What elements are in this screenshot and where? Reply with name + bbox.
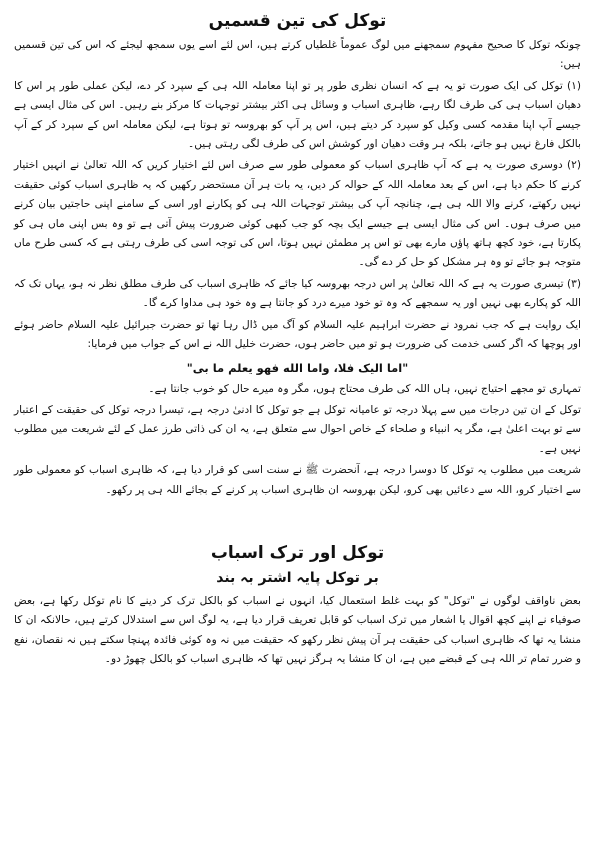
paragraph-first-kind: (۱) توکل کی ایک صورت تو یہ ہے کہ انسان نظری طور پر تو اپنا معاملہ اللہ ہی کے سپرد کر دے، لیکن عملی طور پر اس کا دھیان اسباب ہی کی طرف لگا رہے، ظاہری اسباب و وسائل ہی اکثر بیشتر توجہات کا مرکز بنے رہیں۔ اس کی مثال ایسی ہے جیسے آپ اپنا مقدمہ کسی وکیل کو سپرد کر دیتے ہیں، اس پر آپ کو بھروسہ تو ہوتا ہے، لیکن معاملہ اس کے سپرد کر کے آپ بالکل فارغ نہیں ہو جاتے، بلکہ ہر وقت دھیان اور کوشش اس کی طرف لگی رہتی ہیں۔ — [14, 79, 581, 151]
paragraph-three-degrees: توکل کے ان تین درجات میں سے پہلا درجہ تو عامیانہ توکل ہے جو توکل کا ادنیٰ درجہ ہے، تیسرا درجہ توکل کی حقیقت کے اعتبار سے تو بہت اعلیٰ ہے، مگر یہ انبیاء و صلحاء کے خاص احوال سے متعلق ہے، یہ ان کی ذاتی طرز عمل کے لئے شریعت میں مطلوب نہیں ہے۔ — [14, 403, 581, 455]
paragraph-third-kind: (۳) تیسری صورت یہ ہے کہ اللہ تعالیٰ پر اس درجہ بھروسہ کیا جائے کہ ظاہری اسباب کی طرف مطلق نظر نہ ہو، یہاں تک کہ اللہ کو پکارے بھی نہیں اور یہ سمجھے کہ وہ تو خود میرے درد کو جانتا ہے وہ خود ہی مداوا کرے گا۔ — [14, 277, 581, 310]
paragraph-sharia-degree: شریعت میں مطلوب یہ توکل کا دوسرا درجہ ہے، آنحضرت ﷺ نے سنت اسی کو قرار دیا ہے، کہ ظاہری اسباب کو معمولی طور سے اختیار کرو، اللہ سے دعائیں بھی کرو، لیکن بھروسہ ان ظاہری اسباب پر کرنے کے بجائے اللہ ہی پر رکھو۔ — [14, 464, 581, 496]
section-title-tawakkul-tark-asbab: توکل اور ترک اسباب — [210, 542, 385, 563]
paragraph-misuse: بعض ناواقف لوگوں نے "توکل" کو بہت غلط استعمال کیا، انہوں نے اسباب کو بالکل ترک کر دینے کا نام توکل رکھا ہے، بعض صوفیاء نے اپنے کچھ اقوال یا اشعار میں ترک اسباب کو قابل تعریف قرار دیا ہے، یہ لوگ اس سے استدلال کرتے ہیں، حالانکہ ان کا منشا یہ تھا کہ ظاہری اسباب کی حقیقت ہر آن پیش نظر رکھو کہ حقیقت میں نہ وہ کوئی فائدہ پہنچا سکتے ہیں نہ نقصان، نفع و ضرر تمام تر اللہ ہی کے قبضے میں ہے، ان کا منشا یہ ہرگز نہیں تھا کہ ظاہری اسباب کو بالکل چھوڑ دو۔ — [14, 594, 581, 666]
paragraph-second-kind: (۲) دوسری صورت یہ ہے کہ آپ ظاہری اسباب کو معمولی طور سے صرف اس لئے اختیار کریں کہ اللہ تعالیٰ نے انہیں اختیار کرنے کا حکم دیا ہے، اس کے بعد معاملہ اللہ کے حوالہ کر دیں، یہ بات ہر آن مستحضر رکھیں کہ یہ ظاہری اسباب کوئی حقیقت نہیں رکھتے، کرنے والا اللہ ہی ہے، چنانچہ آپ کی بیشتر توجہات اللہ ہی کو پکارنے اور اسی کے سامنے اپنی حاجتیں بیان کرنے میں صرف ہوں۔ اس کی مثال ایسی ہے جیسے ایک بچہ کو جب کبھی کوئی ضرورت پیش آتی ہے تو وہ بس اپنی ماں ہی کو پکارتا ہے، خود کچھ ہاتھ پاؤں مارے بھی تو اس پر مطمئن نہیں ہوتا، اس کی توجہ اسی کی طرف رہتی ہے کہ کسی طرح ماں متوجہ ہو جائے تو وہ ہر مشکل کو حل کر دے گی۔ — [14, 159, 581, 269]
arabic-quote: "اما الیک فلا، واما الله فهو یعلم ما بی" — [186, 360, 409, 375]
paragraph-quote-translation: تمہاری تو مجھے احتیاج نہیں، ہاں اللہ کی طرف محتاج ہوں، مگر وہ میرے حال کو خوب جانتا ہے۔ — [148, 382, 581, 395]
paragraph-ibrahim-narration: ایک روایت ہے کہ جب نمرود نے حضرت ابراہیم علیہ السلام کو آگ میں ڈال رہا تھا تو حضرت جبرائیل علیہ السلام حاضر ہوئے اور پوچھا کہ اگر کسی خدمت کی ضرورت ہو تو میں حاضر ہوں، حضرت خلیل اللہ نے اس کے جواب میں فرمایا: — [14, 318, 581, 351]
section-subtitle: بر توکل پایہ اشتر بہ بند — [216, 569, 379, 586]
section-title-tawakkul-kinds: توکل کی تین قسمیں — [208, 11, 387, 31]
paragraph-intro: چونکہ توکل کا صحیح مفہوم سمجھنے میں لوگ عموماً غلطیاں کرتے ہیں، اس لئے اسے یوں سمجھ لیجئے کہ اس کی تین قسمیں ہیں: — [14, 39, 581, 71]
